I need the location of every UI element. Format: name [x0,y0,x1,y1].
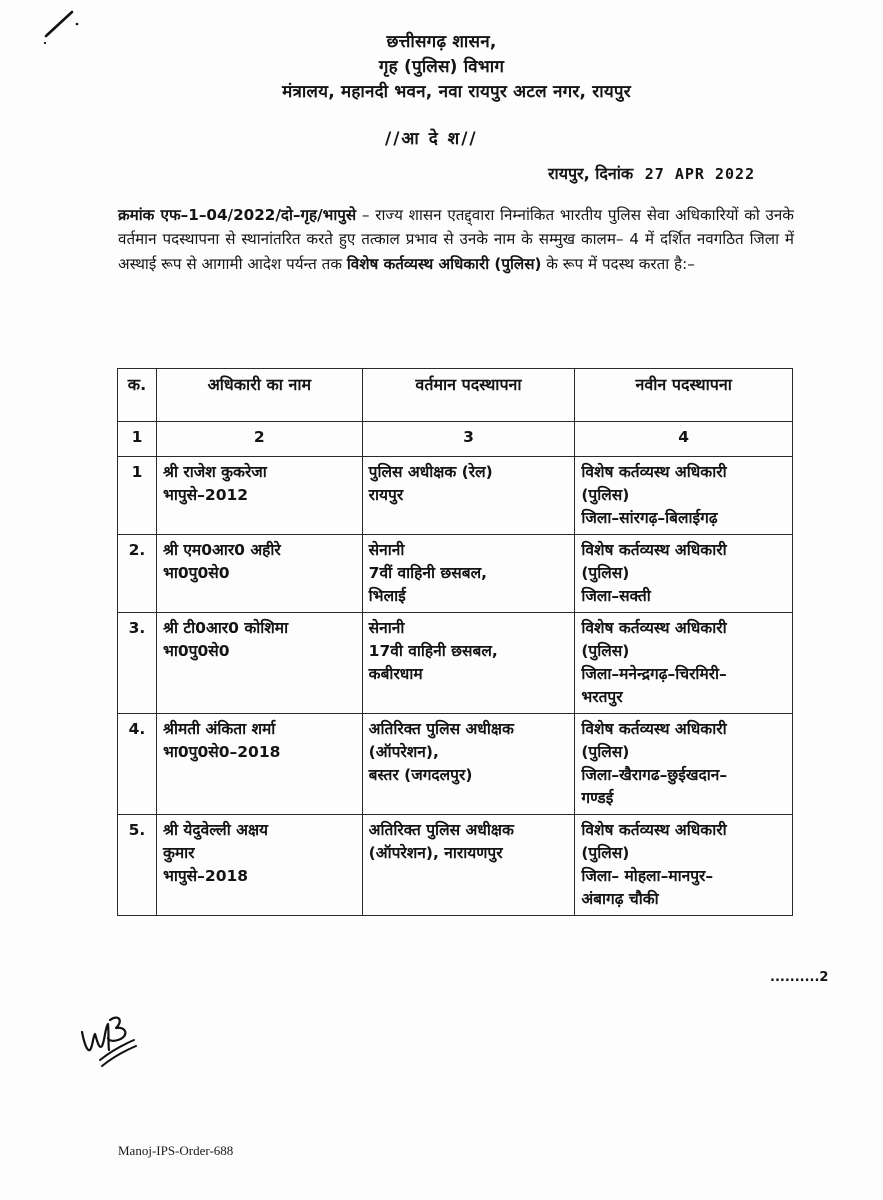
current-posting-line: कबीरधाम [368,665,423,683]
current-posting-line: 7वीं वाहिनी छसबल, [368,564,487,582]
new-posting-line: (पुलिस) [581,564,630,582]
officer-service: भापुसे–2018 [162,867,249,885]
current-posting-cell [362,613,575,714]
column-number: 1 [118,422,157,457]
order-text-part2: के रूप में पदस्थ करता है:– [541,254,695,273]
new-posting-line: विशेष कर्तव्यस्थ अधिकारी [581,720,727,738]
current-posting-cell [362,714,575,815]
place-date [548,162,755,184]
current-posting-line: (ऑपरेशन), [368,743,439,761]
row-sno: 4. [118,714,157,815]
new-posting-district: जिला– मोहला–मानपुर– [581,867,714,885]
new-posting-district: जिला–सक्ती [581,587,651,605]
current-posting-cell [362,815,575,916]
officer-name: कुमार [162,844,195,862]
current-posting-line: (ऑपरेशन), नारायणपुर [368,844,503,862]
new-posting-cell [575,457,793,535]
current-posting-line: 17वी वाहिनी छसबल, [368,642,498,660]
new-posting-cell [575,613,793,714]
current-posting-line: बस्तर (जगदलपुर) [368,766,473,784]
signature-icon [78,1010,158,1070]
officer-name: श्रीमती अंकिता शर्मा [162,720,276,738]
header-officer-name: अधिकारी का नाम [156,369,362,422]
row-sno: 1 [118,457,157,535]
header-new-posting: नवीन पदस्थापना [575,369,793,422]
table-row [118,535,793,613]
new-posting-cell [575,815,793,916]
new-posting-district: जिला–खैरागढ–छुईखदान– [581,766,728,784]
new-posting-line: विशेष कर्तव्यस्थ अधिकारी [581,821,727,839]
column-number: 4 [575,422,793,457]
new-posting-district: अंबागढ़ चौकी [581,890,659,908]
table-row [118,714,793,815]
column-number-row [118,422,793,457]
officer-service: भा0पु0से0 [162,642,230,660]
officer-name-cell [156,714,362,815]
current-posting-line: भिलाई [368,587,406,605]
current-posting-line: सेनानी [368,619,405,637]
letterhead-address: मंत्रालय, महानदी भवन, नवा रायपुर अटल नगर, रायपुर [282,82,631,102]
current-posting-line: सेनानी [368,541,405,559]
new-posting-line: विशेष कर्तव्यस्थ अधिकारी [581,619,727,637]
posting-table [117,368,793,916]
current-posting-line: रायपुर [368,486,404,504]
officer-name-cell [156,815,362,916]
officer-service: भा0पु0से0 [162,564,230,582]
header-sno: क. [118,369,157,422]
current-posting-line: पुलिस अधीक्षक (रेल) [368,463,493,481]
officer-name-cell [156,613,362,714]
table-row [118,613,793,714]
table-header-row [118,369,793,422]
column-number: 2 [156,422,362,457]
place-date-label: रायपुर, दिनांक [548,164,634,183]
table-row [118,457,793,535]
new-posting-cell [575,714,793,815]
new-posting-district: गण्डई [581,789,614,807]
order-emphasis: विशेष कर्तव्यस्थ अधिकारी (पुलिस) [346,254,542,273]
officer-name: श्री येदुवेल्ली अक्षय [162,821,269,839]
header-current-posting: वर्तमान पदस्थापना [362,369,575,422]
letterhead-department: गृह (पुलिस) विभाग [378,57,505,77]
new-posting-district: भरतपुर [581,688,623,706]
new-posting-line: विशेष कर्तव्यस्थ अधिकारी [581,541,727,559]
new-posting-district: जिला–मनेन्द्रगढ़–चिरमिरी– [581,665,727,683]
order-title: //आ दे श// [385,129,478,149]
officer-name: श्री टी0आर0 कोशिमा [162,619,289,637]
order-text-part1: – राज्य शासन एतद्द्वारा निम्नांकित भारतीय पुलिस सेवा अधिकारियों को उनके वर्तमान पदस्थापना से स्थानांतरित करते हुए तत्काल प्रभाव से उनके नाम के सम्मुख कालम– 4 में दर्शित नवगठित जिला में अस्थाई रूप से आगामी आदेश पर्यन्त तक [118,206,794,273]
officer-name: श्री एम0आर0 अहीरे [162,541,281,559]
order-body [118,203,794,276]
current-posting-line: अतिरिक्त पुलिस अधीक्षक [368,720,514,738]
table-row [118,815,793,916]
new-posting-line: (पुलिस) [581,642,630,660]
new-posting-district: जिला–सांरगढ़–बिलाईगढ़ [581,509,718,527]
row-sno: 2. [118,535,157,613]
current-posting-cell [362,457,575,535]
officer-name: श्री राजेश कुकरेजा [162,463,267,481]
new-posting-line: विशेष कर्तव्यस्थ अधिकारी [581,463,727,481]
row-sno: 5. [118,815,157,916]
new-posting-line: (पुलिस) [581,486,630,504]
officer-service: भापुसे–2012 [162,486,249,504]
officer-name-cell [156,535,362,613]
footer-reference: Manoj-IPS-Order-688 [118,1143,234,1158]
column-number: 3 [362,422,575,457]
officer-name-cell [156,457,362,535]
order-number: क्रमांक एफ–1–04/2022/दो–गृह/भापुसे [118,206,357,224]
current-posting-cell [362,535,575,613]
current-posting-line: अतिरिक्त पुलिस अधीक्षक [368,821,514,839]
new-posting-cell [575,535,793,613]
row-sno: 3. [118,613,157,714]
new-posting-line: (पुलिस) [581,743,630,761]
page-continuation: ..........2 [770,970,829,985]
letterhead [0,30,883,105]
letterhead-state: छत्तीसगढ़ शासन, [386,32,497,52]
new-posting-line: (पुलिस) [581,844,630,862]
officer-service: भा0पु0से0–2018 [162,743,281,761]
date-stamp: 27 APR 2022 [644,165,756,183]
